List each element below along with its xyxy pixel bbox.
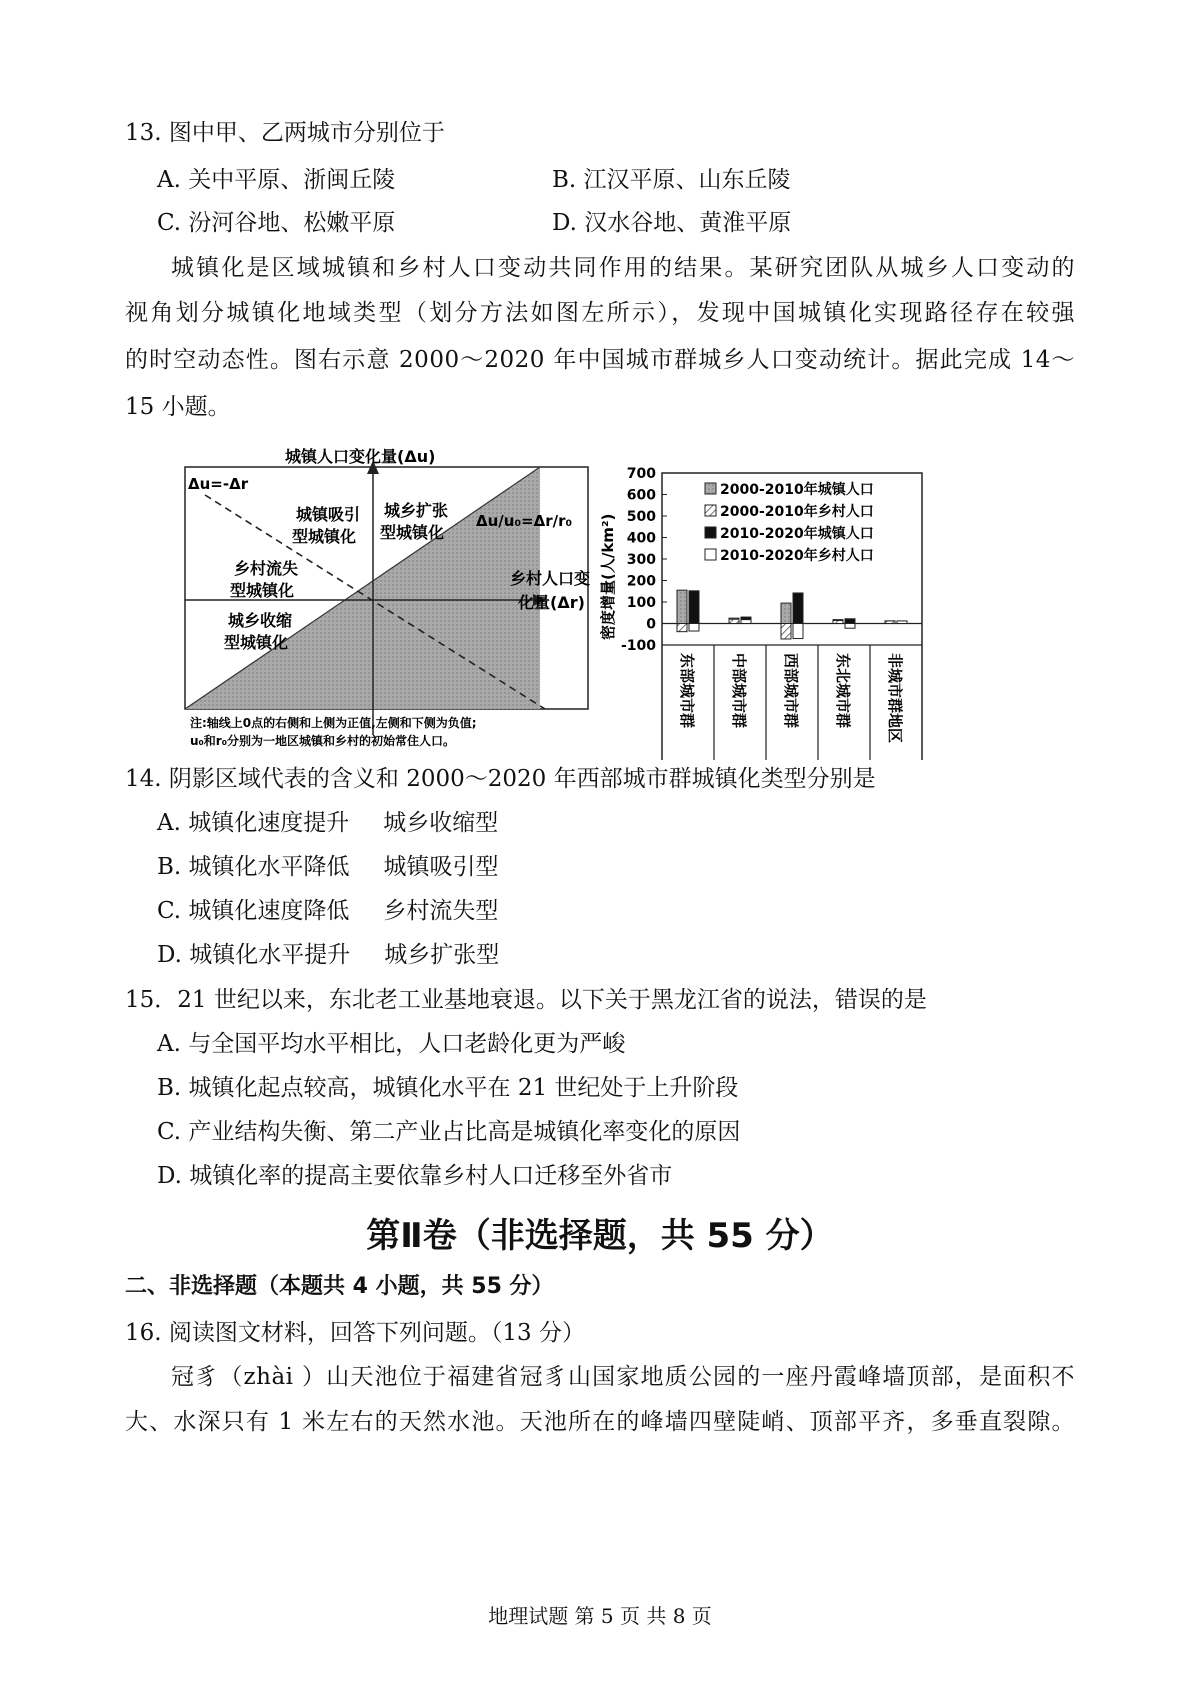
- y-tick-label: 700: [626, 466, 656, 482]
- q15-option-a: A. 与全国平均水平相比，人口老龄化更为严峻: [157, 1031, 626, 1057]
- category-label: 东部城市群: [678, 653, 696, 729]
- y-tick-label: 500: [626, 509, 656, 525]
- bar-white: [741, 620, 751, 624]
- line1-label: Δu=-Δr: [188, 475, 249, 493]
- bar-black: [689, 591, 699, 624]
- legend-swatch: [705, 483, 716, 494]
- region-loss-2: 型城镇化: [230, 581, 295, 600]
- q14-option-c: [157, 896, 498, 926]
- legend-label: 2000-2010年乡村人口: [720, 504, 874, 520]
- legend-label: 2010-2020年城镇人口: [720, 526, 874, 542]
- q14-option-b: [157, 852, 499, 882]
- region-shrink-2: 型城镇化: [224, 633, 289, 652]
- region-expand-2: 型城镇化: [380, 523, 445, 542]
- y-tick-label: -100: [620, 638, 656, 654]
- bar-gray: [677, 590, 687, 623]
- bar-white: [689, 624, 699, 632]
- q16-stem: 16. 阅读图文材料，回答下列问题。（13 分）: [125, 1320, 585, 1346]
- urbanization-type-diagram: [185, 447, 590, 748]
- y-tick-label: 100: [626, 595, 656, 611]
- bar-white: [793, 624, 803, 639]
- q15-option-d: D. 城镇化率的提高主要依靠乡村人口迁移至外省市: [157, 1163, 673, 1189]
- region-attract-2: 型城镇化: [292, 527, 357, 546]
- q14-option-a-1: A. 城镇化速度提升: [157, 810, 350, 836]
- legend-label: 2000-2010年城镇人口: [720, 482, 874, 498]
- legend-label: 2010-2020年乡村人口: [720, 548, 874, 564]
- legend-swatch: [705, 505, 716, 516]
- intro-line-2: 视角划分城镇化地域类型（划分方法如图左所示），发现中国城镇化实现路径存在较强: [125, 300, 1075, 326]
- chart-categories: [678, 645, 904, 760]
- figure: [0, 440, 1200, 760]
- region-loss-1: 乡村流失: [234, 559, 299, 578]
- q13-stem: 13. 图中甲、乙两城市分别位于: [125, 120, 445, 146]
- region-expand-1: 城乡扩张: [384, 501, 449, 520]
- q14-option-c-1: C. 城镇化速度降低: [157, 898, 350, 924]
- x-axis-label-1: 乡村人口变: [510, 569, 591, 588]
- intro-line-4: 15 小题。: [125, 394, 231, 420]
- bar-white: [845, 624, 855, 629]
- bar-hatch: [781, 624, 791, 639]
- intro-line-3: 的时空动态性。图右示意 2000～2020 年中国城市群城乡人口变动统计。据此完成 14～: [125, 347, 1075, 373]
- bar-black: [793, 593, 803, 624]
- q16-line-2: 大、水深只有 1 米左右的天然水池。天池所在的峰墙四壁陡峭、顶部平齐，多垂直裂隙。: [125, 1409, 1075, 1435]
- q14-option-a-2: 城乡收缩型: [383, 810, 499, 836]
- q14-option-a: [157, 808, 498, 838]
- q15-option-b: B. 城镇化起点较高，城镇化水平在 21 世纪处于上升阶段: [157, 1075, 739, 1101]
- bar-hatch: [885, 621, 895, 624]
- q15-stem: 15．21 世纪以来，东北老工业基地衰退。以下关于黑龙江省的说法，错误的是: [125, 987, 927, 1013]
- part2-section-heading: 二、非选择题（本题共 4 小题，共 55 分）: [125, 1274, 554, 1299]
- q13-option-d: D. 汉水谷地、黄淮平原: [552, 210, 792, 236]
- q14-option-c-2: 乡村流失型: [383, 898, 499, 924]
- chart-bars: [677, 590, 907, 639]
- y-axis-label: 城镇人口变化量(Δu): [285, 447, 436, 466]
- bar-gray: [781, 603, 791, 623]
- category-label: 中部城市群: [730, 653, 748, 729]
- q15-option-c: C. 产业结构失衡、第二产业占比高是城镇化率变化的原因: [157, 1119, 741, 1145]
- q16-line-1: 冠豸（zhài ）山天池位于福建省冠豸山国家地质公园的一座丹霞峰墙顶部，是面积不: [171, 1364, 1075, 1390]
- y-tick-label: 0: [646, 616, 656, 633]
- q13-option-a: A. 关中平原、浙闽丘陵: [157, 167, 396, 193]
- y-tick-label: 400: [626, 530, 656, 547]
- part2-title: 第Ⅱ卷（非选择题，共 55 分）: [366, 1216, 834, 1256]
- q13-option-c: C. 汾河谷地、松嫩平原: [157, 210, 396, 236]
- y-tick-label: 600: [626, 487, 656, 504]
- diagram-note-2: u₀和r₀分别为一地区城镇和乡村的初始常住人口。: [190, 734, 455, 748]
- bar-black: [845, 619, 855, 624]
- intro-line-1: 城镇化是区域城镇和乡村人口变动共同作用的结果。某研究团队从城乡人口变动的: [171, 255, 1075, 281]
- chart-ylabel: 密度增量(人/km²): [599, 513, 617, 640]
- region-attract-1: 城镇吸引: [296, 505, 361, 524]
- region-shrink-1: 城乡收缩: [228, 611, 293, 630]
- page-footer: 地理试题 第 5 页 共 8 页: [488, 1604, 712, 1628]
- q13-option-b: B. 江汉平原、山东丘陵: [552, 167, 791, 193]
- line2-label: Δu/u₀=Δr/r₀: [476, 512, 573, 530]
- x-axis-label-2: 化量(Δr): [518, 593, 585, 612]
- q14-option-b-1: B. 城镇化水平降低: [157, 854, 350, 880]
- chart-y-ticks: [621, 466, 667, 654]
- q14-option-b-2: 城镇吸引型: [383, 854, 499, 880]
- bar-hatch: [677, 624, 687, 632]
- legend-swatch: [705, 527, 716, 538]
- bar-hatch: [729, 619, 739, 623]
- bar-white: [897, 621, 907, 624]
- category-label: 西部城市群: [782, 653, 800, 729]
- q14-option-d-2: 城乡扩张型: [384, 942, 500, 968]
- population-change-bar-chart: [599, 466, 922, 760]
- y-tick-label: 200: [626, 573, 656, 590]
- category-label: 非城市群地区: [886, 653, 904, 744]
- diagram-note-1: 注:轴线上0点的右侧和上侧为正值,左侧和下侧为负值;: [190, 716, 477, 730]
- bar-hatch: [833, 620, 843, 623]
- q14-option-d-1: D. 城镇化水平提升: [157, 942, 351, 968]
- category-label: 东北城市群: [834, 653, 852, 729]
- legend-swatch: [705, 549, 716, 560]
- q14-option-d: [157, 940, 499, 970]
- q14-stem: 14. 阴影区域代表的含义和 2000～2020 年西部城市群城镇化类型分别是: [125, 766, 876, 792]
- y-tick-label: 300: [626, 552, 656, 568]
- chart-legend: [705, 481, 874, 564]
